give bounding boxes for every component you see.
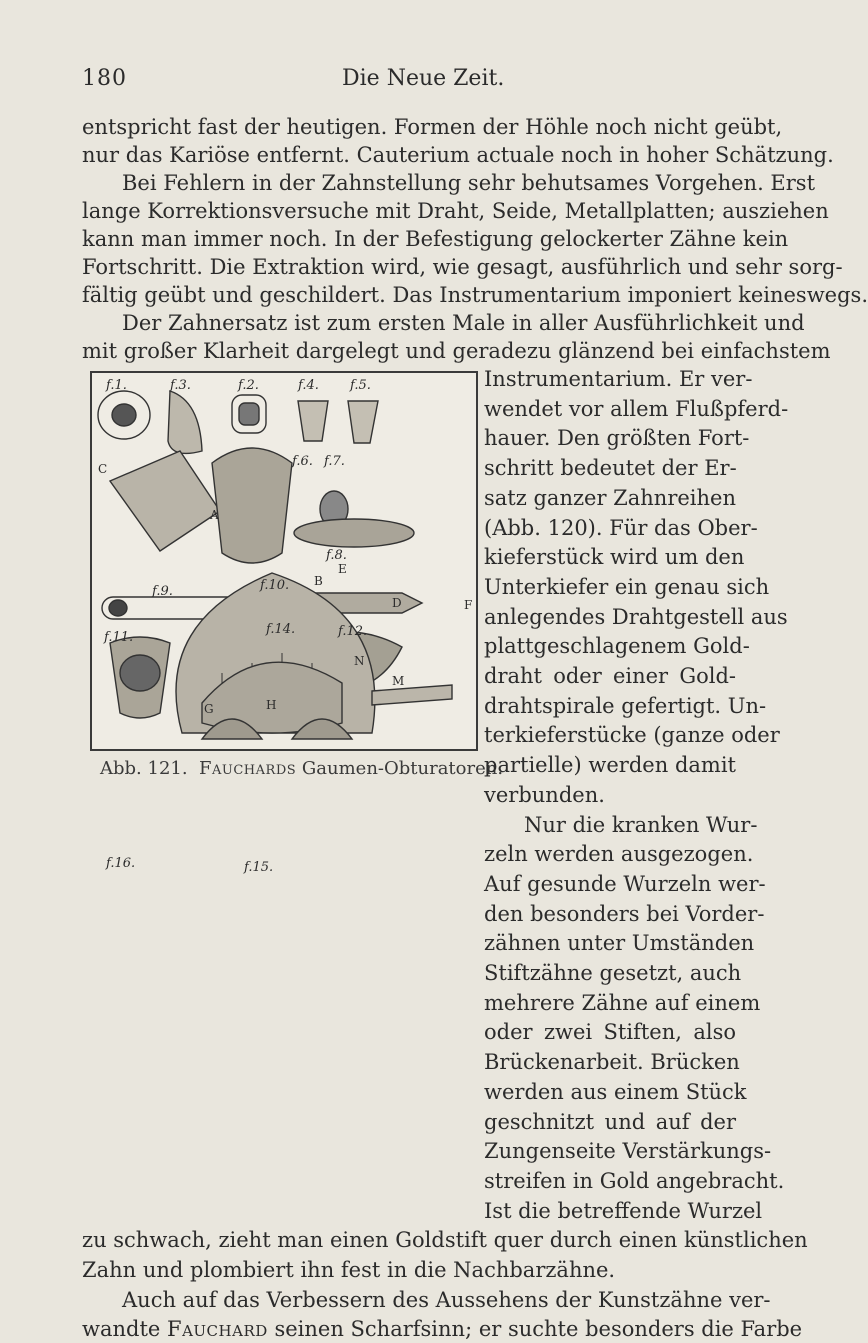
text-line: Brückenarbeit. Brücken: [484, 1050, 740, 1075]
text-line: Fortschritt. Die Extraktion wird, wie gesagt, ausführlich und sehr sorg-: [82, 255, 843, 279]
text-line: lange Korrektionsversuche mit Draht, Seide, Metallplatten; ausziehen: [82, 199, 829, 223]
text-line: Bei Fehlern in der Zahnstellung sehr behutsames Vorgehen. Erst: [122, 171, 816, 195]
text-line: nur das Kariöse entfernt. Cauterium actuale noch in hoher Schätzung.: [82, 143, 834, 167]
figure-label: f.11.: [104, 630, 134, 645]
text-line: Auf gesunde Wurzeln wer-: [484, 871, 766, 896]
figure-label: f.8.: [326, 548, 347, 563]
figure-caption: [100, 757, 504, 781]
figure-label: f.1.: [106, 378, 127, 393]
figure-letter: B: [314, 574, 323, 588]
caption-rest: Gaumen-Obturatoren.: [301, 758, 504, 779]
caption-prefix: Abb. 121.: [100, 758, 188, 779]
text-line: mehrere Zähne auf einem: [484, 990, 761, 1015]
figure-label: f.10.: [260, 578, 290, 593]
text-line: mit großer Klarheit dargelegt und geradezu glänzend bei einfachstem: [82, 339, 831, 363]
figure-label: f.5.: [350, 378, 371, 393]
text-line: terkieferstücke (ganze oder: [484, 723, 780, 748]
figure-letter: F: [464, 598, 473, 612]
page-number: 180: [82, 66, 127, 91]
text-line: satz ganzer Zahnreihen: [484, 485, 736, 510]
text-line: Ist die betreffende Wurzel: [484, 1198, 763, 1223]
figure-label: f.9.: [152, 584, 173, 599]
text-line: draht oder einer Gold-: [484, 664, 736, 688]
text-line: kann man immer noch. In der Befestigung gelockerter Zähne kein: [82, 227, 789, 251]
text-line: den besonders bei Vorder-: [484, 901, 765, 926]
figure-label: f.7.: [324, 454, 345, 469]
figure-letter: E: [338, 562, 347, 576]
figure-label: f.12.: [338, 624, 368, 639]
text-line: plattgeschlagenem Gold-: [484, 634, 750, 659]
text-line: verbunden.: [484, 782, 605, 807]
text-line: anlegendes Drahtgestell aus: [484, 604, 788, 629]
figure-letter: D: [392, 596, 402, 610]
text-line: Stiftzähne gesetzt, auch: [484, 961, 742, 985]
page-header: [82, 66, 718, 100]
text-line: zu schwach, zieht man einen Goldstift quer durch einen künstlichen: [82, 1228, 808, 1253]
running-title: Die Neue Zeit.: [342, 66, 505, 91]
figure-letter: A: [210, 508, 219, 522]
caption-name: Fauchards: [199, 758, 297, 779]
text-line: Auch auf das Verbessern des Aussehens der Kunstzähne ver-: [122, 1287, 771, 1312]
text-line: wandte Fauchard seinen Scharfsinn; er suchte besonders die Farbe: [82, 1317, 803, 1342]
text-line: (Abb. 120). Für das Ober-: [484, 515, 758, 540]
text-line: Unterkiefer ein genau sich: [484, 574, 770, 599]
text-line: Zahn und plombiert ihn fest in die Nachbarzähne.: [82, 1258, 616, 1282]
text-line: schritt bedeutet der Er-: [484, 456, 737, 481]
figure-letter: N: [354, 654, 365, 668]
figure-letter: G: [204, 702, 214, 716]
text-line: Instrumentarium. Er ver-: [484, 367, 753, 391]
text-line: zähnen unter Umständen: [484, 931, 755, 956]
figure-letter: M: [392, 674, 405, 688]
text-line: streifen in Gold angebracht.: [484, 1168, 785, 1193]
text-line: entspricht fast der heutigen. Formen der Höhle noch nicht geübt,: [82, 115, 783, 139]
text-line: drahtspirale gefertigt. Un-: [484, 693, 767, 718]
text-line: zeln werden ausgezogen.: [484, 842, 754, 867]
text-line: partielle) werden damit: [484, 753, 736, 778]
figure-letter: C: [98, 462, 108, 476]
figure-label: f.6.: [292, 454, 313, 469]
text-line: oder zwei Stiften, also: [484, 1020, 736, 1045]
text-line: werden aus einem Stück: [484, 1079, 747, 1104]
text-line: kieferstück wird um den: [484, 545, 745, 570]
figure-label: f.3.: [170, 378, 191, 393]
text-line: Nur die kranken Wur-: [524, 812, 758, 837]
text-line: wendet vor allem Flußpferd-: [484, 396, 789, 421]
figure-label: f.4.: [298, 378, 319, 393]
text-line: Der Zahnersatz ist zum ersten Male in aller Ausführlichkeit und: [122, 311, 805, 335]
text-line: Zungenseite Verstärkungs-: [484, 1139, 772, 1164]
figure-label: f.14.: [266, 622, 296, 637]
text-line: hauer. Den größten Fort-: [484, 426, 750, 451]
figure-label: f.16.: [106, 856, 136, 871]
figure-label: f.2.: [238, 378, 259, 393]
figure-letter: H: [266, 698, 277, 712]
text-line: geschnitzt und auf der: [484, 1109, 736, 1134]
text-line: fältig geübt und geschildert. Das Instrumentarium imponiert keineswegs.: [82, 283, 868, 307]
figure-label: f.15.: [244, 860, 274, 875]
